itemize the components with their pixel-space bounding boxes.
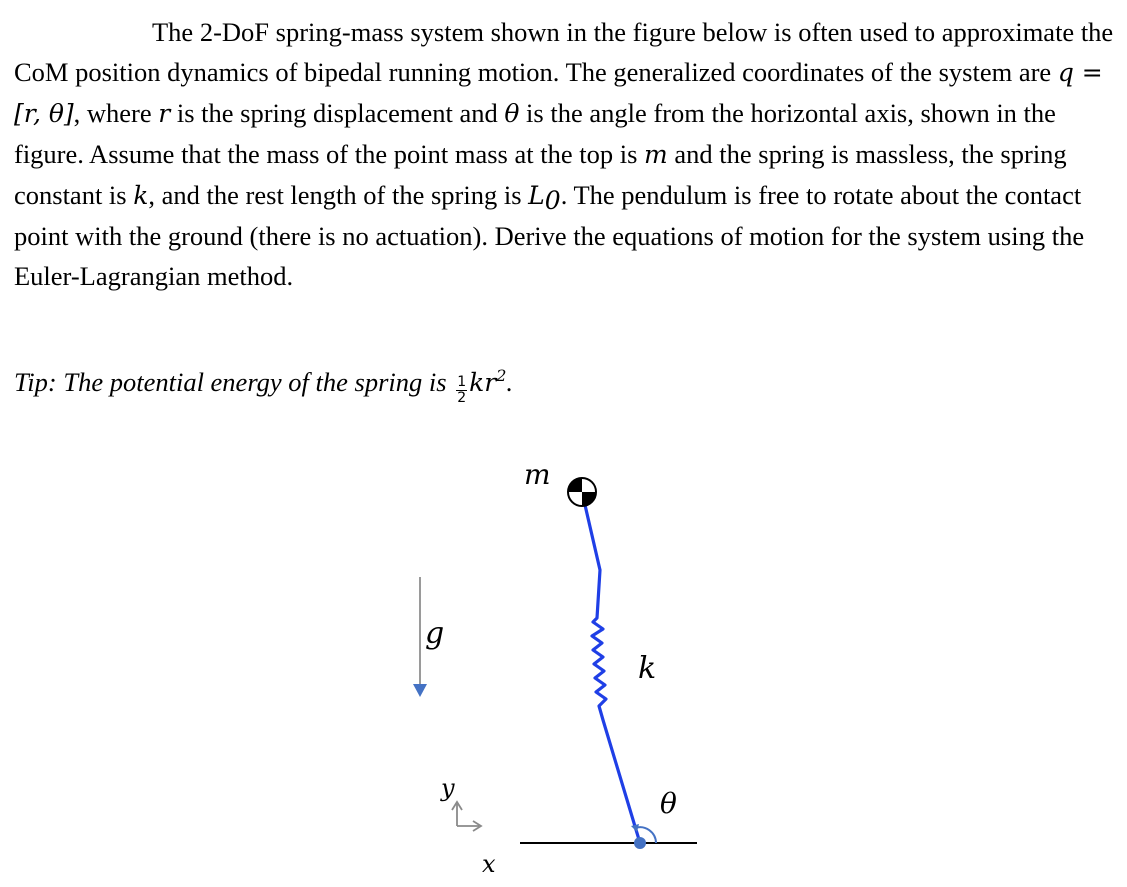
axis-x-label: x <box>482 850 496 878</box>
problem-text-6: , and the rest length of the spring is <box>148 180 529 210</box>
tip-period: . <box>506 367 514 397</box>
symbol-L-subscript: 0 <box>544 186 561 215</box>
coordinate-axes <box>452 802 481 831</box>
problem-text-1: The 2-DoF spring-mass system shown in the figure below is often used to approximate the CoM position dynamics of bipedal running motion. The generalized coordinates of the system are <box>14 17 1114 87</box>
symbol-r: r <box>158 99 171 128</box>
symbol-theta: θ <box>504 99 520 128</box>
problem-text-2: , where <box>73 98 159 128</box>
problem-text-3: is the spring displacement and <box>170 98 505 128</box>
spring-label: k <box>638 651 657 686</box>
symbol-m: m <box>644 140 668 169</box>
problem-text-5: and the spring is massless, the spring constant is <box>14 139 1067 210</box>
fraction-numerator: 1 <box>457 374 467 390</box>
mass-label: m <box>524 458 551 491</box>
fraction-denominator: 2 <box>457 390 467 406</box>
tip-exponent: 2 <box>496 366 507 385</box>
angle-label: θ <box>660 787 677 820</box>
symbol-k: k <box>133 181 149 210</box>
problem-text-4: is the angle from the horizontal axis, shown in the figure. Assume that the mass of the point mass at the top is <box>14 98 1056 169</box>
problem-text-7: . The pendulum is free to rotate about the contact point with the ground (there is no actuation). Derive the equations of motion for the system using the Euler-Lagrangian method. <box>14 180 1085 291</box>
symbol-L: L <box>528 181 545 210</box>
tip-expression-base: kr <box>469 368 497 397</box>
point-mass <box>568 478 596 506</box>
spring <box>582 492 640 843</box>
contact-point <box>634 837 646 849</box>
tip-text: Tip: The potential energy of the spring is <box>14 367 454 397</box>
axis-y-label: y <box>441 774 455 802</box>
generalized-coordinates: q = [r, θ] <box>14 58 1103 128</box>
gravity-label: g <box>425 616 445 651</box>
